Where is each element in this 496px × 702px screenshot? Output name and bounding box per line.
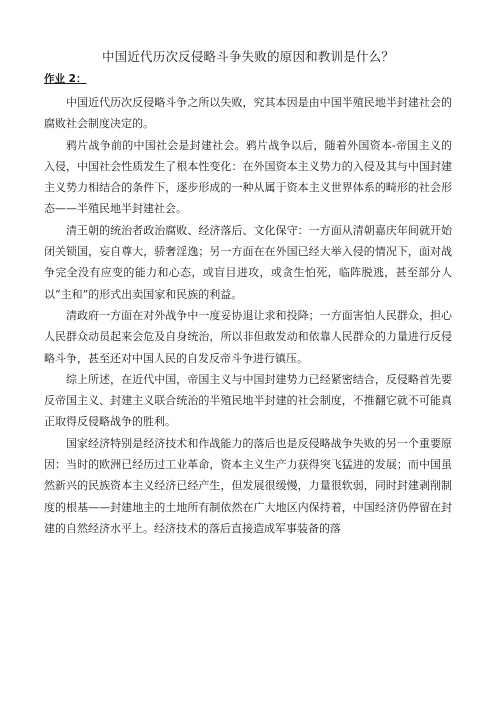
paragraph: 中国近代历次反侵略斗争之所以失败，究其本因是由中国半殖民地半封建社会的腐败社会制度决定的。 [44,96,452,131]
paragraph: 清王朝的统治者政治腐败、经济落后、文化保守：一方面从清朝嘉庆年间就开始闭关锁国，妄自尊大，骄奢淫逸；另一方面在在外国已经大举入侵的情况下，面对战争完全没有应变的能力和心态，或盲目进攻，或贪生怕死，临阵脱逃，甚至部分人以“主和”的形式出卖国家和民族的利益。 [44,223,452,301]
paragraph: 综上所述，在近代中国，帝国主义与中国封建势力已经紧密结合，反侵略首先要反帝国主义、封建主义联合统治的半殖民地半封建的社会制度，不推翻它就不可能真正取得反侵略战争的胜利。 [44,372,452,429]
document-body [44,92,452,539]
document-title: 中国近代历次反侵略斗争失败的原因和教训是什么？ [101,49,395,64]
assignment-label: 作业 2： [44,73,87,85]
paragraph: 国家经济特别是经济技术和作战能力的落后也是反侵略战争失败的另一个重要原因：当时的欧洲已经历过工业革命，资本主义生产力获得突飞猛进的发展；而中国虽然新兴的民族资本主义经济已经产生，但发展很缓慢，力量很软弱，同时封建剥削制度的根基——封建地主的土地所有制依然在广大地区内保持着，中国经济仍停留在封建的自然经济水平上。经济技术的落后直接造成军事装备的落 [44,436,452,535]
paragraph: 鸦片战争前的中国社会是封建社会。鸦片战争以后，随着外国资本-帝国主义的入侵，中国社会性质发生了根本性变化：在外国资本主义势力的入侵及其与中国封建主义势力相结合的条件下，逐步形成的一种从属于资本主义世界体系的畸形的社会形态——半殖民地半封建社会。 [44,138,452,216]
paragraph: 清政府一方面在对外战争中一度妥协退让求和投降；一方面害怕人民群众，担心人民群众动员起来会危及自身统治，所以非但敢发动和依靠人民群众的力量进行反侵略斗争，甚至还对中国人民的自发反帝斗争进行镇压。 [44,308,452,365]
